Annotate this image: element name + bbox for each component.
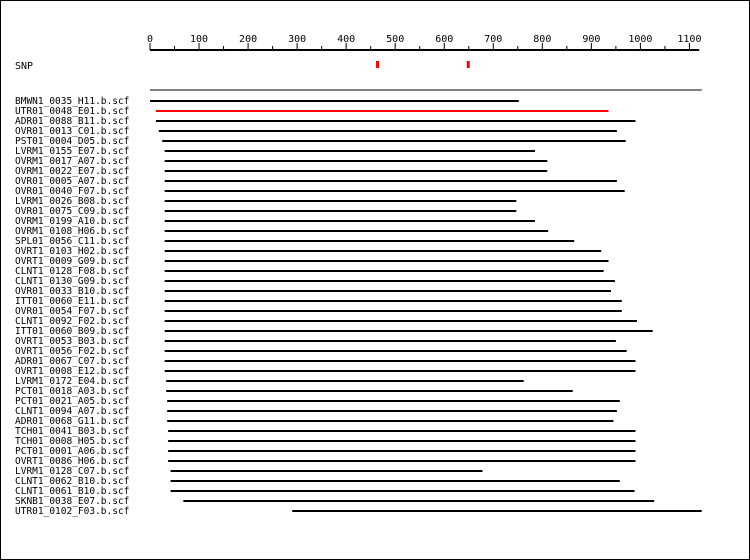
read-name[interactable]: OVRM1_0017_A07.b.scf [15,156,130,167]
read-name[interactable]: ADR01_0088_B11.b.scf [15,116,130,127]
read-name[interactable]: PCT01_0001_A06.b.scf [15,446,130,457]
read-name[interactable]: OVRT1_0008_E12.b.scf [15,366,130,377]
read-row[interactable] [15,506,702,517]
axis-tick-label: 1100 [677,34,702,45]
read-name[interactable]: CLNT1_0128_F08.b.scf [15,266,130,277]
axis-tick-label: 500 [386,34,405,45]
read-name[interactable]: CLNT1_0130_G09.b.scf [15,276,130,287]
read-name[interactable]: OVRM1_0108_H06.b.scf [15,226,130,237]
read-name[interactable]: OVR01_0033_B10.b.scf [15,286,130,297]
read-name[interactable]: OVRT1_0103_H02.b.scf [15,246,130,257]
read-name[interactable]: LVRM1_0155_E07.b.scf [15,146,130,157]
read-name[interactable]: CLNT1_0062_B10.b.scf [15,476,130,487]
read-name[interactable]: OVRT1_0056_F02.b.scf [15,346,130,357]
read-name[interactable]: TCH01_0041_B03.b.scf [15,426,130,437]
read-name[interactable]: LVRM1_0026_B08.b.scf [15,196,130,207]
read-name[interactable]: OVRT1_0009_G09.b.scf [15,256,130,267]
read-name[interactable]: ITT01_0060_E11.b.scf [15,296,130,307]
snp-track [15,61,470,72]
read-name[interactable]: PST01_0004_D05.b.scf [15,136,130,147]
read-name[interactable]: OVR01_0075_C09.b.scf [15,206,130,217]
axis-tick-label: 900 [582,34,601,45]
read-name[interactable]: LVRM1_0128_C07.b.scf [15,466,130,477]
axis-tick-label: 200 [239,34,258,45]
axis-tick-label: 700 [484,34,503,45]
read-name[interactable]: CLNT1_0061_B10.b.scf [15,486,130,497]
read-name[interactable]: UTR01_0048_E01.b.scf [15,106,130,117]
read-name[interactable]: PCT01_0018_A03.b.scf [15,386,130,397]
read-name[interactable]: BMWN1_0035_H11.b.scf [15,96,130,107]
read-name[interactable]: CLNT1_0092_F02.b.scf [15,316,130,327]
read-name[interactable]: OVR01_0040_F07.b.scf [15,186,130,197]
axis-tick-label: 0 [146,34,154,45]
read-name[interactable]: LVRM1_0172_E04.b.scf [15,376,130,387]
reads-list [15,96,702,517]
read-name[interactable]: OVR01_0054_F07.b.scf [15,306,130,317]
axis-tick-label: 400 [337,34,356,45]
axis-tick-label: 300 [288,34,307,45]
read-name[interactable]: OVR01_0013_C01.b.scf [15,126,130,137]
read-name[interactable]: OVRT1_0086_H06.b.scf [15,456,130,467]
read-name[interactable]: TCH01_0008_H05.b.scf [15,436,130,447]
axis-tick-label: 100 [190,34,209,45]
read-name[interactable]: OVR01_0005_A07.b.scf [15,176,130,187]
read-name[interactable]: ADR01_0068_G11.b.scf [15,416,130,427]
read-name[interactable]: SPL01_0056_C11.b.scf [15,236,130,247]
read-name[interactable]: CLNT1_0094_A07.b.scf [15,406,130,417]
position-axis [147,34,702,50]
read-name[interactable]: SKNB1_0038_E07.b.scf [15,496,130,507]
read-name[interactable]: OVRM1_0199_A10.b.scf [15,216,130,227]
axis-tick-label: 800 [533,34,552,45]
read-name[interactable]: ITT01_0060_B09.b.scf [15,326,130,337]
read-name[interactable]: OVRT1_0053_B03.b.scf [15,336,130,347]
snp-marker[interactable] [467,61,470,68]
axis-tick-label: 1000 [628,34,653,45]
read-name[interactable]: UTR01_0102_F03.b.scf [15,506,130,517]
read-name[interactable]: OVRM1_0022_E07.b.scf [15,166,130,177]
snp-label: SNP [15,61,34,72]
snp-marker[interactable] [376,61,379,68]
read-name[interactable]: ADR01_0067_C07.b.scf [15,356,130,367]
read-name[interactable]: PCT01_0021_A05.b.scf [15,396,130,407]
axis-tick-label: 600 [435,34,454,45]
